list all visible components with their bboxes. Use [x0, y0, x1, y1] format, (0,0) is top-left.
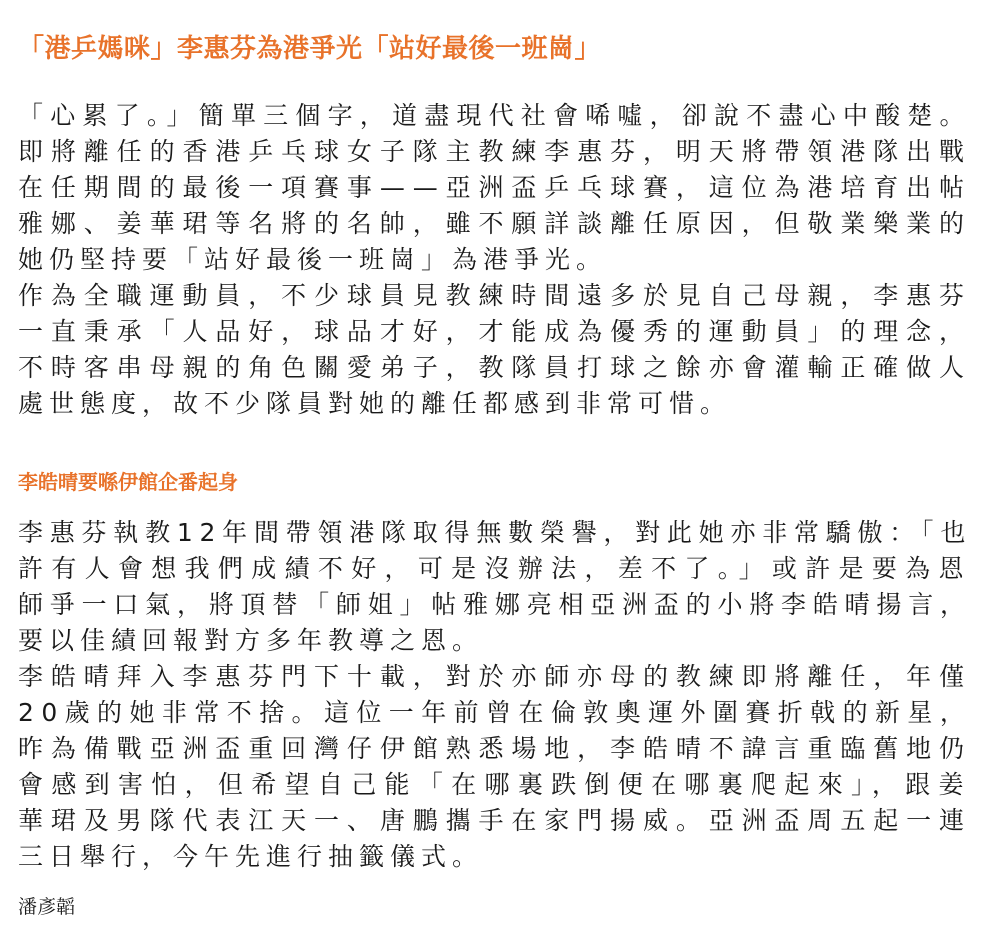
paragraph-line: 處世態度，故不少隊員對她的離任都感到非常可惜。 — [18, 389, 732, 418]
paragraph-line: 華珺及男隊代表江天一、唐鵬攜手在家門揚威。亞洲盃周五起一連 — [18, 806, 972, 835]
article-subheading: 李皓晴要喺伊館企番起身 — [18, 470, 238, 494]
paragraph-line: 要以佳績回報對方多年教導之恩。 — [18, 626, 484, 655]
author-byline: 潘彥韜 — [18, 896, 76, 918]
paragraph-line: 20歲的她非常不捨。這位一年前曾在倫敦奧運外圍賽折戟的新星， — [18, 698, 973, 727]
paragraph-line: 會感到害怕，但希望自己能「在哪裏跌倒便在哪裏爬起來」，跟姜 — [18, 770, 972, 799]
paragraph-line: 李皓晴拜入李惠芬門下十載，對於亦師亦母的教練即將離任，年僅 — [18, 662, 972, 691]
paragraph-line: 「心累了。」簡單三個字，道盡現代社會唏噓，卻說不盡心中酸楚。 — [18, 101, 972, 130]
paragraph-line: 即將離任的香港乒乓球女子隊主教練李惠芬，明天將帶領港隊出戰 — [18, 137, 972, 166]
paragraph-line: 三日舉行，今午先進行抽籤儀式。 — [18, 842, 484, 871]
paragraph-line: 許有人會想我們成績不好，可是沒辦法，差不了。」或許是要為恩 — [18, 554, 972, 583]
paragraph-line: 雅娜、姜華珺等名將的名帥，雖不願詳談離任原因，但敬業樂業的 — [18, 209, 972, 238]
paragraph-line: 不時客串母親的角色關愛弟子，教隊員打球之餘亦會灌輸正確做人 — [18, 353, 972, 382]
paragraph-line: 一直秉承「人品好，球品才好，才能成為優秀的運動員」的理念， — [18, 317, 972, 346]
paragraph-line: 作為全職運動員，不少球員見教練時間遠多於見自己母親，李惠芬 — [18, 281, 972, 310]
article-headline: 「港乒媽咪」李惠芬為港爭光「站好最後一班崗」 — [18, 34, 602, 64]
paragraph-line: 李惠芬執教12年間帶領港隊取得無數榮譽，對此她亦非常驕傲：「也 — [18, 518, 973, 547]
paragraph-line: 昨為備戰亞洲盃重回灣仔伊館熟悉場地，李皓晴不諱言重臨舊地仍 — [18, 734, 972, 763]
paragraph-line: 她仍堅持要「站好最後一班崗」為港爭光。 — [18, 245, 608, 274]
paragraph-line: 在任期間的最後一項賽事——亞洲盃乒乓球賽，這位為港培育出帖 — [18, 173, 972, 202]
paragraph-line: 師爭一口氣，將頂替「師姐」帖雅娜亮相亞洲盃的小將李皓晴揚言， — [18, 590, 972, 619]
